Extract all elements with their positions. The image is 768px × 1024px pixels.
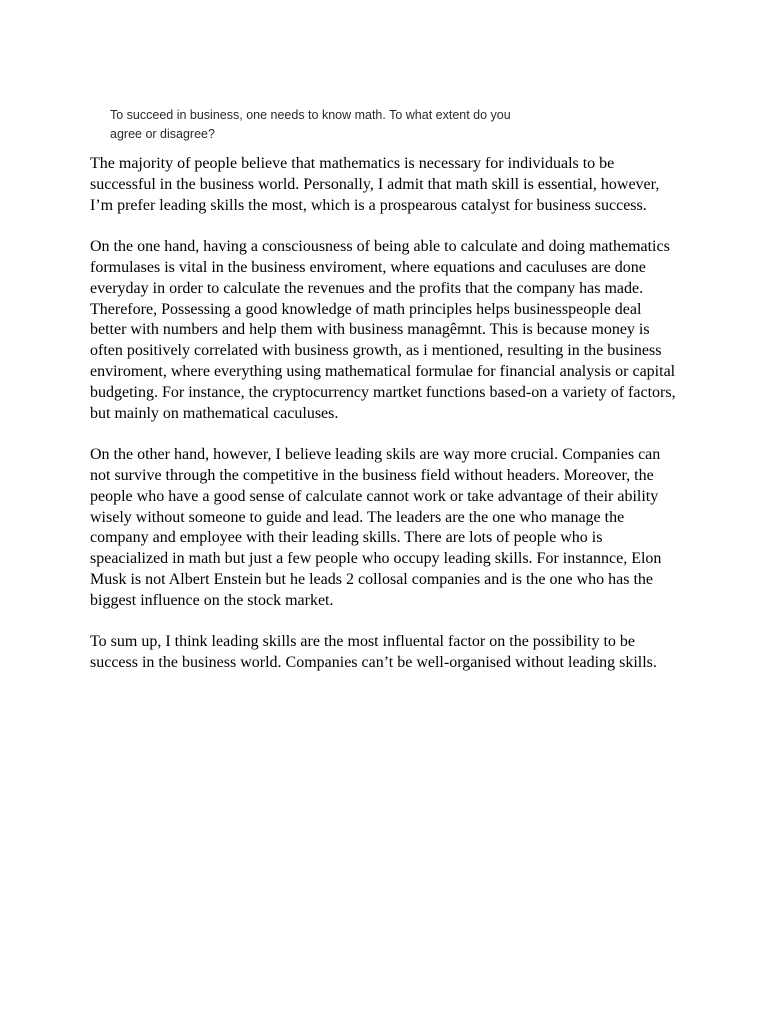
essay-body [90,154,680,674]
paragraph-introduction: The majority of people believe that mathematics is necessary for individuals to be successful in the business world. Personally, I admit that math skill is essential, however, I’m prefer leading skills the most, which is a prospearous catalyst for business success. [90,155,660,214]
paragraph-body-leadership: On the other hand, however, I believe leading skils are way more crucial. Companies can not survive through the competitive in the business field without headers. Moreover, the people who have a good sense of calculate cannot work or take advantage of their ability wisely without someone to guide and lead. The leaders are the one who manage the company and employee with their leading skills. There are lots of people who is speacialized in math but just a few people who occupy leading skills. For instannce, Elon Musk is not Albert Enstein but he leads 2 collosal companies and is the one who has the biggest influence on the stock market. [90,446,662,609]
paragraph-body-math: On the one hand, having a consciousness of being able to calculate and doing mathematics formulases is vital in the business enviroment, where equations and caculuses are done everyday in order to calculate the revenues and the profits that the company has made. Therefore, Possessing a good knowledge of math principles helps businesspeople deal better with numbers and help them with business managêmnt. This is because money is often positively correlated with business growth, as i mentioned, resulting in the business enviroment, where everything using mathematical formulae for financial analysis or capital budgeting. For instance, the cryptocurrency martket functions based-on a variety of factors, but mainly on mathematical caculuses. [90,238,676,422]
paragraph-conclusion: To sum up, I think leading skills are the most influental factor on the possibility to be success in the business world. Companies can’t be well-organised without leading skills. [90,633,657,672]
essay-prompt: To succeed in business, one needs to know math. To what extent do you agree or disagree? [110,108,511,141]
